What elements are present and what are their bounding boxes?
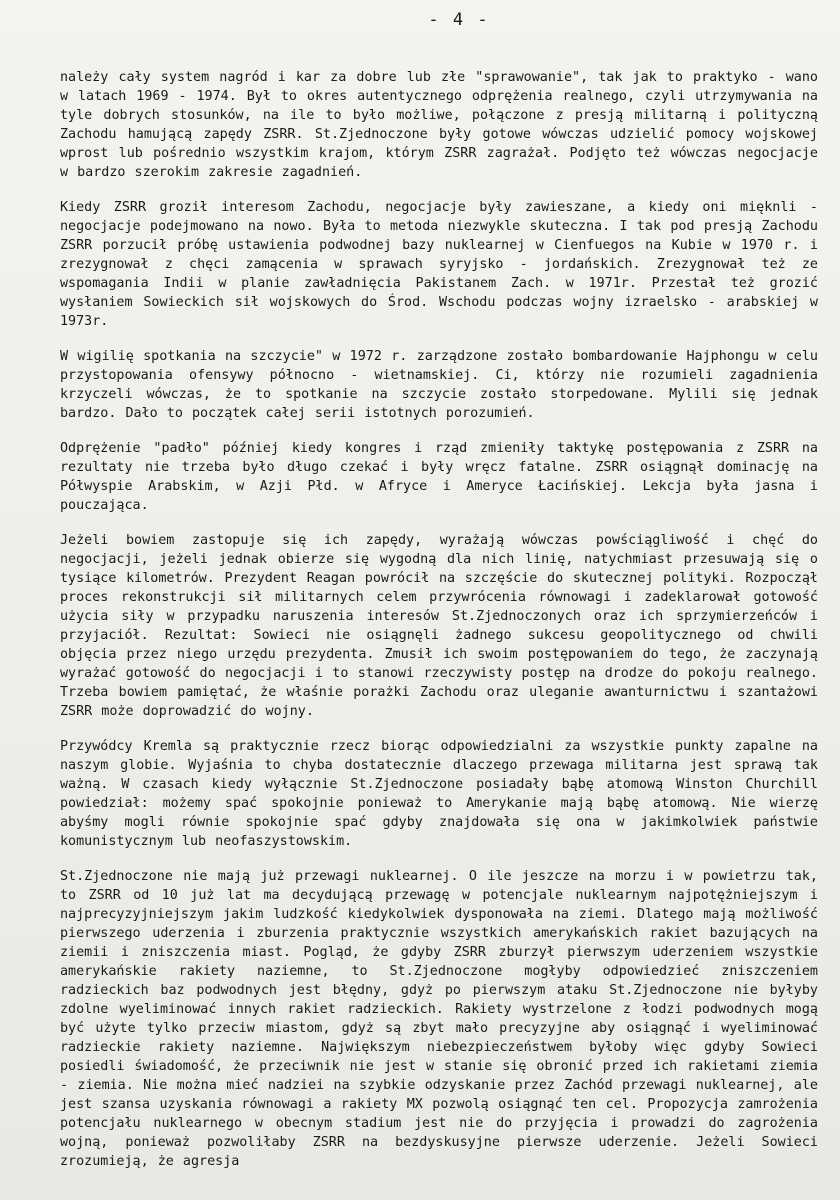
paragraph: Kiedy ZSRR groził interesom Zachodu, negocjacje były zawieszane, a kiedy oni mięknli - negocjacje podejmowano na nowo. Była to metoda niezwykle skuteczna. I tak pod presją Zachodu ZSRR porzucił próbę ustawienia podwodnej bazy nuklearnej w Cienfuegos na Kubie w 1970 r. i zrezygnował z chęci zamącenia w sprawach syryjsko - jordańskich. Zrezygnował też ze wspomagania Indii w planie zawładnięcia Pakistanem Zach. w 1971r. Przestał też grozić wysłaniem Sowieckich sił wojskowych do Środ. Wschodu podczas wojny izraelsko - arabskiej w 1973r. bbox=[60, 200, 818, 329]
paragraph: Jeżeli bowiem zastopuje się ich zapędy, wyrażają wówczas powściągliwość i chęć do negocjacji, jeżeli jednak obierze się wygodną dla nich linię, natychmiast przesuwają się o tysiące kilometrów. Prezydent Reagan powrócił na szczęście do skutecznej polityki. Rozpoczął proces rekonstrukcji sił militarnych celem przywrócenia równowagi i zadeklarował gotowość użycia siły w przypadku naruszenia interesów St.Zjednoczonych oraz ich sprzymierzeńców i przyjaciół. Rezultat: Sowieci nie osiągnęli żadnego sukcesu geopolitycznego od chwili objęcia przez niego urzędu prezydenta. Zmusił ich swoim postępowaniem do tego, że zaczynają wyrażać gotowość do negocjacji i to stanowi rzeczywisty postęp na drodze do pokoju realnego. Trzeba bowiem pamiętać, że właśnie porażki Zachodu oraz uleganie awanturnictwu i szantażowi ZSRR może doprowadzić do wojny. bbox=[60, 533, 818, 719]
page-number: - 4 - bbox=[428, 10, 490, 30]
paragraph: Przywódcy Kremla są praktycznie rzecz biorąc odpowiedzialni za wszystkie punkty zapalne na naszym globie. Wyjaśnia to chyba dostatecznie dlaczego przewaga militarna jest sprawą tak ważną. W czasach kiedy wyłącznie St.Zjednoczone posiadały bąbę atomową Winston Churchill powiedział: możemy spać spokojnie ponieważ to Amerykanie mają bąbę atomową. Nie wierzę abyśmy mogli równie spokojnie spać gdyby znajdowała się ona w jakimkolwiek państwie komunistycznym lub neofaszystowskim. bbox=[60, 739, 818, 849]
paragraph: W wigilię spotkania na szczycie" w 1972 r. zarządzone zostało bombardowanie Hajphongu w celu przystopowania ofensywy północno - wietnamskiej. Ci, którzy nie rozumieli zagadnienia krzyczeli wówczas, że to spotkanie na szczycie zostało storpedowane. Mylili się jednak bardzo. Dało to początek całej serii istotnych porozumień. bbox=[60, 349, 818, 421]
paragraph: Odprężenie "padło" później kiedy kongres i rząd zmieniły taktykę postępowania z ZSRR na rezultaty nie trzeba było długo czekać i były wręcz fatalne. ZSRR osiągnął dominację na Półwyspie Arabskim, w Azji Płd. w Afryce i Ameryce Łacińskiej. Lekcja była jasna i pouczająca. bbox=[60, 441, 818, 513]
paragraph: St.Zjednoczone nie mają już przewagi nuklearnej. O ile jeszcze na morzu i w powietrzu tak, to ZSRR od 10 już lat ma decydującą przewagę w potencjale nuklearnym najpotężniejszym i najprecyzyjniejszym jakim ludzkość kiedykolwiek dysponowała na ziemi. Dlatego mają możliwość pierwszego uderzenia i zburzenia praktycznie wszystkich amerykańskich rakiet bazujących na ziemii i zniszczenia miast. Pogląd, że gdyby ZSRR zburzył pierwszym uderzeniem wszystkie amerykańskie rakiety naziemne, to St.Zjednoczone mogłyby odpowiedzieć zniszczeniem radzieckich baz podwodnych jest błędny, gdyż po pierwszym ataku St.Zjednoczone nie byłyby zdolne wyeliminować innych rakiet radzieckich. Rakiety wystrzelone z łodzi podwodnych mogą być użyte tylko przeciw miastom, gdyż są zbyt mało precyzyjne aby osiągnąć i wyeliminować radzieckie rakiety naziemne. Największym niebezpieczeństwem byłoby więc gdyby Sowieci posiedli świadomość, że przeciwnik nie jest w stanie się obronić przed ich rakietami ziemia - ziemia. Nie można mieć nadziei na szybkie odzyskanie przez Zachód przewagi nuklearnej, ale jest szansa uzyskania równowagi a rakiety MX pozwolą osiągnąć ten cel. Propozycja zamrożenia potencjału nuklearnego w obecnym stadium jest nie do przyjęcia i prowadzi do zagrożenia wojną, ponieważ pozwoliłaby ZSRR na bezdyskusyjne pierwsze uderzenie. Jeżeli Sowieci zrozumieją, że agresja bbox=[60, 869, 818, 1169]
paragraph: należy cały system nagród i kar za dobre lub złe "sprawowanie", tak jak to praktyko - wano w latach 1969 - 1974. Był to okres autentycznego odprężenia realnego, czyli utrzymywania na tyle dobrych stosunków, na ile to było możliwe, połączone z presją militarną i polityczną Zachodu hamującą zapędy ZSRR. St.Zjednoczone były gotowe wówczas udzielić pomocy wojskowej wprost lub pośrednio wszystkim krajom, którym ZSRR zagrażał. Podjęto też wówczas negocjacje w bardzo szerokim zakresie zagadnień. bbox=[60, 70, 818, 180]
